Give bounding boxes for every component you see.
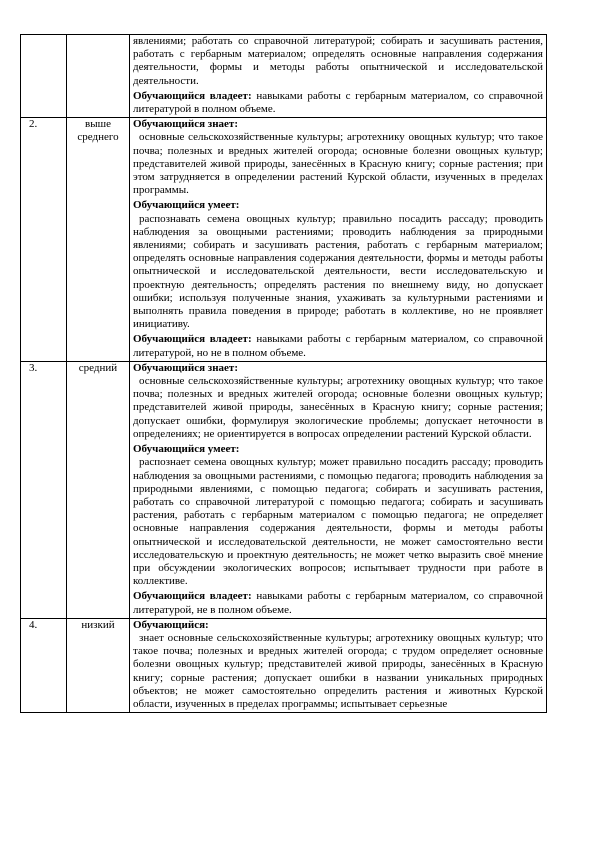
- criteria-text: навыками работы с гербарным материалом, со справочной литературой в полном объеме.: [133, 89, 543, 116]
- criteria-text: навыками работы с гербарным материалом, со справочной литературой, но не в полном объеме.: [133, 333, 543, 359]
- description-cell: [130, 35, 547, 118]
- criteria-paragraph: [133, 590, 543, 616]
- table-body: [21, 35, 547, 713]
- criteria-label: Обучающийся владеет:: [133, 333, 252, 346]
- table-row: [21, 361, 547, 618]
- description-cell: [130, 118, 547, 362]
- criteria-heading: Обучающийся:: [133, 618, 209, 631]
- row-number: 3.: [21, 361, 67, 618]
- criteria-text: явлениями; работать со справочной литературой; собирать и засушивать растения, работать с гербарным материалом; определять основные направления содержания деятельности, формы и методы работы опытнической и исследовательской деятельности.: [133, 35, 543, 87]
- description-cell: [130, 361, 547, 618]
- table-row: [21, 118, 547, 362]
- criteria-paragraph: [133, 333, 543, 359]
- row-number: 4.: [21, 618, 67, 712]
- criteria-text: навыками работы с гербарным материалом, со справочной литературой, не в полном объеме.: [133, 590, 543, 616]
- level-cell: [67, 35, 130, 118]
- level-cell: выше среднего: [67, 118, 130, 362]
- criteria-label: Обучающийся владеет:: [133, 89, 252, 102]
- document-page: [20, 34, 547, 713]
- assessment-levels-table: [20, 34, 547, 713]
- row-number: [21, 35, 67, 118]
- criteria-text: основные сельскохозяйственные культуры; агротехнику овощных культур; что такое почва; полезных и вредных жителей огорода; основные болезни овощных культур; представителей живой природы, занесённых в Красную книгу; сорные растения; допускает ошибки, формулируя экологические проблемы; допускает неточности в определениях; не ориентируется в вопросах определении растений Курской области.: [133, 375, 543, 440]
- description-cell: [130, 618, 547, 712]
- criteria-heading: Обучающийся умеет:: [133, 199, 240, 212]
- criteria-paragraph: [133, 90, 543, 116]
- criteria-text: основные сельскохозяйственные культуры; агротехнику овощных культур; что такое почва; полезных и вредных жителей огорода; основные болезни овощных культур; представителей живой природы, занесённых в Красную книгу; сорные растения; при этом затрудняется в определении растений Курской области, изученных в пределах программы.: [133, 131, 543, 197]
- criteria-label: Обучающийся владеет:: [133, 590, 252, 603]
- criteria-text: знает основные сельскохозяйственные культуры; агротехнику овощных культур; что такое почва; полезных и вредных жителей огорода; с трудом определяет основные болезни овощных культур; представителей живой природы, занесённых в Красную книгу; сорные растения; допускает ошибки в названии уникальных природных объектов; не может самостоятельно определить растения и животных Курской области, изученных в пределах программы; испытывает серьезные: [133, 631, 543, 710]
- criteria-heading: Обучающийся умеет:: [133, 443, 240, 456]
- criteria-heading: Обучающийся знает:: [133, 118, 238, 131]
- level-cell: низкий: [67, 618, 130, 712]
- table-row: [21, 35, 547, 118]
- criteria-text: распознавать семена овощных культур; правильно посадить рассаду; проводить наблюдения за овощными растениями; проводить наблюдения за природными явлениями; собирать и засушивать растения, работать с гербарным материалом; определять основные направления содержания деятельности, формы и методы работы опытнической и исследовательской деятельности, вести исследовательскую и проектную деятельность; определять растения по внешнему виду, но допускает ошибки; используя полученные знания, ухаживать за культурными растениями и выполнять правила поведения в природе; работать в коллективе, но не проявляет инициативу.: [133, 212, 543, 331]
- table-row: [21, 618, 547, 712]
- criteria-text: распознает семена овощных культур; может правильно посадить рассаду; проводить наблюдения за овощными растениями, с помощью педагога; проводить наблюдения за природными явлениями, с помощью педагога; собирать и засушивать растения, работать со справочной литературой с помощью педагога; собирать и засушивать растения, работать с гербарным материалом с помощью педагога; не определяет основные направления содержания деятельности, формы и методы работы опытнической и исследовательской деятельности, не может самостоятельно вести исследовательскую и проектную деятельность; не может четко выразить своё мнение при обсуждении экологических вопросов; испытывает трудности при работе в коллективе.: [133, 456, 543, 588]
- row-number: 2.: [21, 118, 67, 362]
- criteria-heading: Обучающийся знает:: [133, 361, 238, 374]
- level-cell: средний: [67, 361, 130, 618]
